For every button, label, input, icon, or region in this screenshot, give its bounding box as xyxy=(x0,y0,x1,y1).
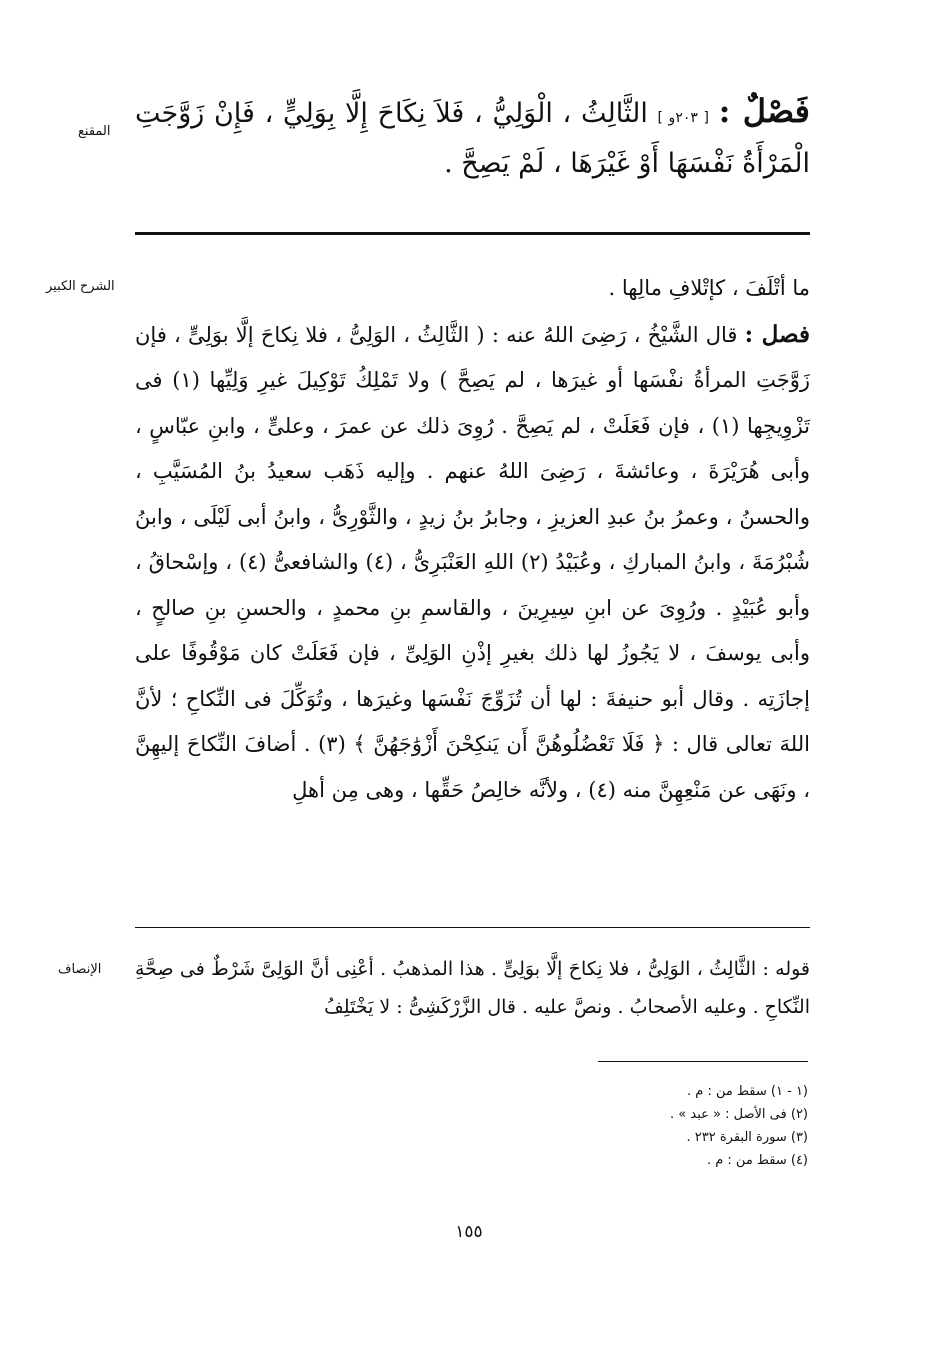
sharh-side-label: الشرح الكبير xyxy=(46,279,115,294)
muqni-section xyxy=(135,88,810,187)
muqni-side-label: المقنع xyxy=(78,124,111,139)
manuscript-marker: [ ٢٠٣و ] xyxy=(657,110,709,126)
sharh-paragraph xyxy=(135,312,810,814)
insaf-text: قوله : الثَّالِثُ ، الوَلِىُّ ، فلا نِكاحَ إلَّا بوَلِىٍّ . هذا المذهبُ . أعْنِى أنَّ الوَلِىَّ شَرْطٌ فى صِحَّةِ النِّكاحِ . وعليه الأصحابُ . ونصَّ عليه . قال الزَّرْكَشِىُّ : لا يَخْتَلِفُ xyxy=(135,958,810,1018)
footnote-rule xyxy=(598,1061,808,1062)
footnote-item: (٤) سقط من : م . xyxy=(706,1153,808,1168)
section-divider-thick xyxy=(135,232,810,235)
page-number: ١٥٥ xyxy=(455,1222,483,1242)
muqni-text: الثَّالِثُ ، الْوَلِيُّ ، فَلاَ نِكَاحَ إِلَّا بِوَلِيٍّ ، فَإِنْ زَوَّجَتِ الْمَرْأَةُ نَفْسَهَا أَوْ غَيْرَهَا ، لَمْ يَصِحَّ . xyxy=(135,98,810,179)
sharh-text: قال الشَّيْخُ ، رَضِىَ اللهُ عنه : ( الثَّالِثُ ، الوَلِىُّ ، فلا نِكاحَ إلَّا بوَلِىٍّ ، فإن زَوَّجَتِ المرأةُ نفْسَها أو غيرَها ، لم يَصِحَّ ) ولا تَمْلِكُ تَوْكِيلَ غيرِ وَلِيِّها (١) فى تَزْوِيجِها (١) ، فإن فَعَلَتْ ، لم يَصِحَّ . رُوِىَ ذلك عن عمرَ ، وعلىٍّ ، وابنِ عبّاسٍ ، وأبى هُرَيْرَةَ ، وعائشةَ ، رَضِىَ اللهُ عنهم . وإليه ذَهَب سعيدُ بنُ المُسَيَّبِ ، والحسنُ ، وعمرُ بنُ عبدِ العزيزِ ، وجابرُ بنُ زيدٍ ، والثَّوْرِىُّ ، وابنُ أبى لَيْلَى ، وابنُ شُبْرُمَةَ ، وابنُ المباركِ ، وعُبَيْدُ (٢) اللهِ العَنْبَرِىُّ ، (٤) والشافعىُّ (٤) ، وإسْحاقُ ، وأبو عُبَيْدٍ . ورُوِىَ عن ابنِ سِيرِينَ ، والقاسمِ بنِ محمدٍ ، والحسنِ بنِ صالحٍ ، وأبى يوسفَ ، لا يَجُوزُ لها ذلك بغيرِ إذْنِ الوَلِىِّ ، فإن فَعَلَتْ كان مَوْقُوفًا على إجازَتِه . وقال أبو حنيفةَ : لها أن تُزَوِّجَ نَفْسَها وغيرَها ، وتُوَكِّلَ فى النِّكاحِ ؛ لأنَّ اللهَ تعالى قال : ﴿ فَلَا تَعْضُلُوهُنَّ أَن يَنكِحْنَ أَزْوَٰجَهُنَّ ﴾ (٣) . أضافَ النِّكاحَ إليهِنَّ ، ونَهَى عن مَنْعِهِنَّ منه (٤) ، ولأنَّه خالِصُ حَقِّها ، وهى مِن أهلِ xyxy=(135,322,811,802)
muqni-heading: فَصْلٌ : xyxy=(718,92,810,130)
sharh-opening-line: ما أتْلَفَ ، كإتْلافِ مالِها . xyxy=(608,276,810,300)
sharh-section xyxy=(135,266,810,813)
footnotes xyxy=(500,1080,808,1172)
footnote-item: (٣) سورة البقرة ٢٣٢ . xyxy=(686,1130,808,1145)
sharh-heading: فصل : xyxy=(744,320,810,348)
insaf-section xyxy=(135,950,810,1026)
footnote-item: (١ - ١) سقط من : م . xyxy=(687,1084,808,1099)
insaf-side-label: الإنصاف xyxy=(58,962,102,977)
footnote-item: (٢) فى الأصل : « عبد » . xyxy=(670,1107,808,1122)
section-divider-thin xyxy=(135,927,810,928)
